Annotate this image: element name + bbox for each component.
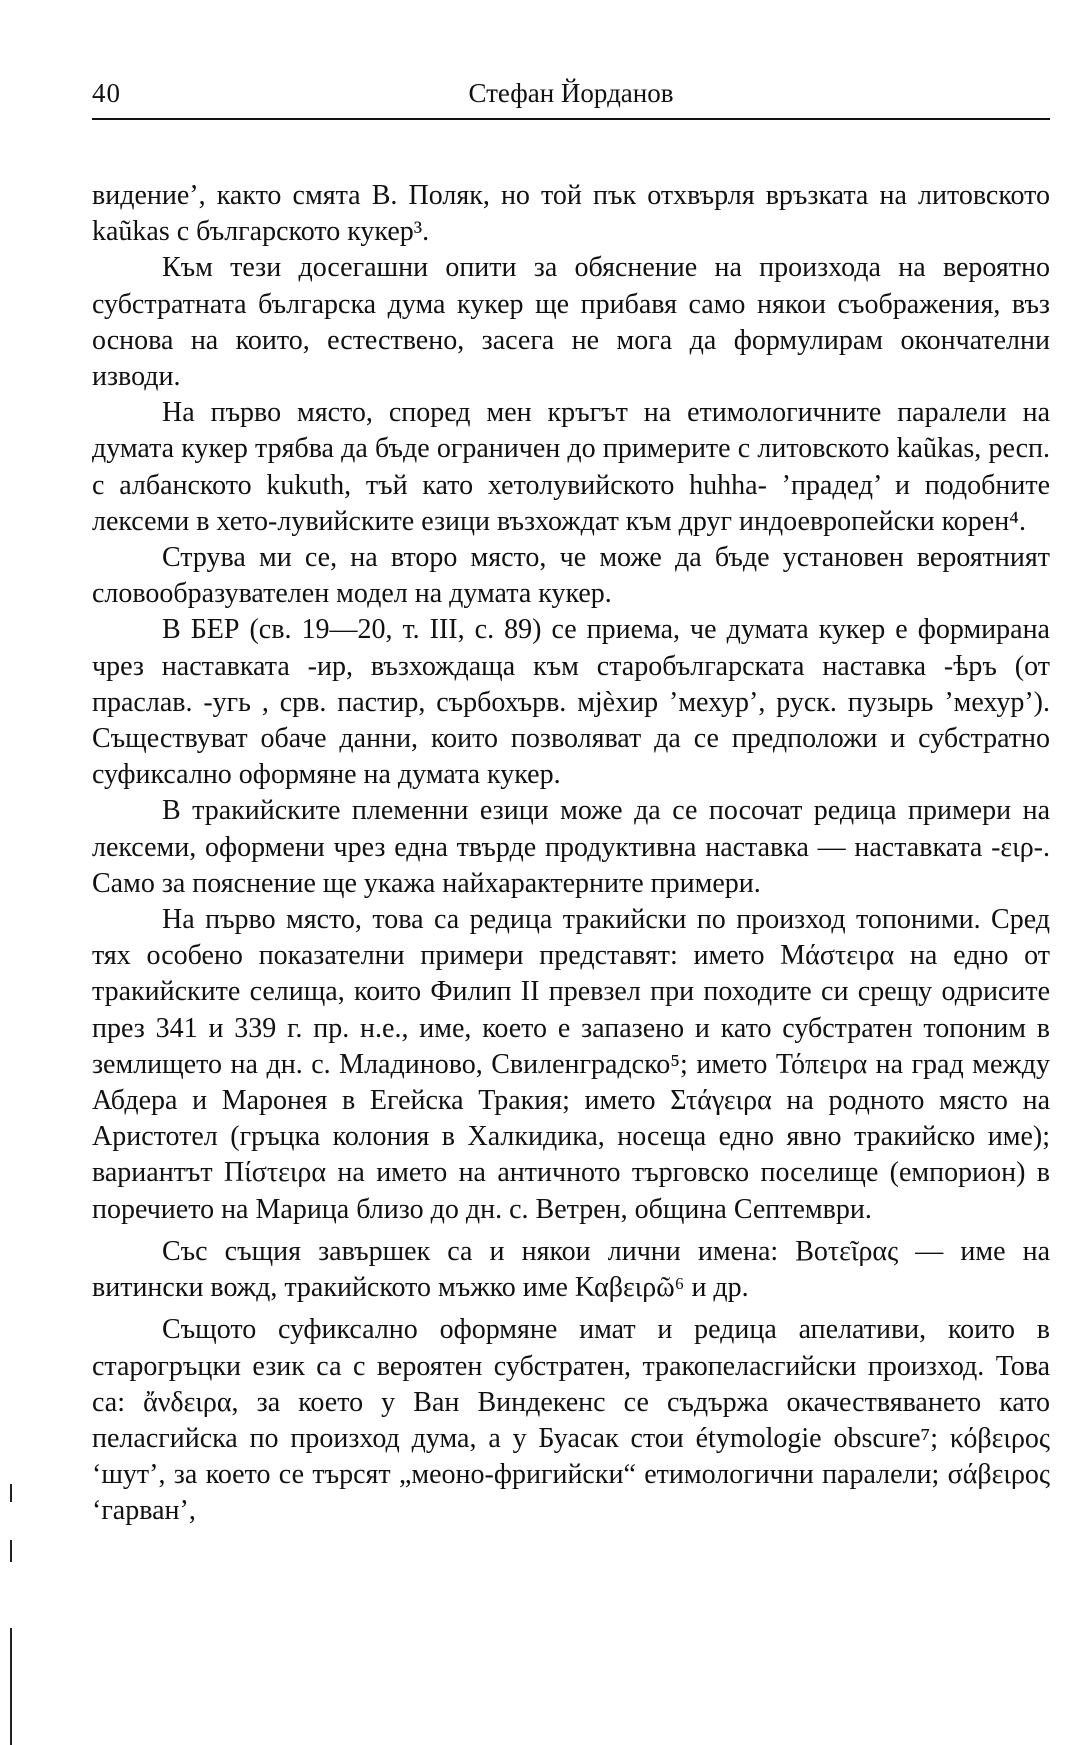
paragraph-5: В БЕР (св. 19—20, т. III, с. 89) се приема, че думата кукер е формирана чрез наставката -ир, възхождаща към старобългарската наставка -ѣръ (от праслав. -угь , срв. пастир, сърбохърв. мјѐхир ’мехур’, руск. пузырь ’мехур’). Съществуват обаче данни, които позволяват да се предположи и субстратно суфиксално оформяне на думата кукер. xyxy=(92,614,1050,791)
paragraph-6: В тракийските племенни езици може да се посочат редица примери на лексеми, оформени чрез една твърде продуктивна наставка — наставката -ειρ-. Само за пояснение ще укажа найхарактерните примери. xyxy=(92,795,1050,899)
paragraph-7: На първо място, това са редица тракийски по произход топоними. Сред тях особено показателни примери представят: името Μάστειρα на едно от тракийските селища, които Филип II превзел при походите си срещу одрисите през 341 и 339 г. пр. н.е., име, което е запазено и като субстратен топоним в землището на дн. с. Младиново, Свиленградско⁵; името Τόπειρα на град между Абдера и Маронея в Егейска Тракия; името Στάγειρα на родното място на Аристотел (гръцка колония в Халкидика, носеща едно явно тракийско име); вариантът Πίστειρα на името на античното търговско поселище (емпорион) в поречието на Марица близо до дн. с. Ветрен, община Септември. xyxy=(92,904,1050,1225)
body-text xyxy=(92,178,1050,1530)
margin-mark xyxy=(10,1628,12,1745)
paragraph-9: Същото суфиксално оформяне имат и редица апелативи, които в старогръцки език са с вероятен субстратен, тракопеласгийски произход. Това са: ἄνδειρα, за което у Ван Виндекенс се съдържа окачествяването като пеласгийска по произход дума, а у Буасак стои étymologie obscure⁷; κόβειρος ‘шут’, за което се търсят „меоно-фригийски“ етимологични паралели; σάβειρος ‘гарван’, xyxy=(92,1314,1050,1527)
running-title: Стефан Йорданов xyxy=(468,78,674,108)
page-number: 40 xyxy=(92,78,121,108)
margin-mark xyxy=(10,1540,12,1562)
paragraph-2: Към тези досегашни опити за обяснение на произхода на вероятно субстратната българска дума кукер ще прибавя само някои съображения, въз основа на които, естествено, засега не мога да формулирам окончателни изводи. xyxy=(92,252,1050,393)
paragraph-1: видение’, както смята В. Поляк, но той пък отхвърля връзката на литовското kaũkas с българското кукер³. xyxy=(92,180,1050,248)
margin-mark xyxy=(10,1484,12,1502)
header-rule xyxy=(92,118,1050,120)
page-header xyxy=(92,78,1050,116)
paragraph-4: Струва ми се, на второ място, че може да бъде установен вероятният словообразувателен модел на думата кукер. xyxy=(92,542,1050,610)
paragraph-3: На първо място, според мен кръгът на етимологичните паралели на думата кукер трябва да бъде ограничен до примерите с литовското kaũkas, респ. с албанското kukuth, тъй като хетолувийското huhha- ’прадед’ и подобните лексеми в хето-лувийските езици възхождат към друг индоевропейски корен⁴. xyxy=(92,397,1050,537)
paragraph-8: Със същия завършек са и някои лични имена: Βοτεῖρας — име на витински вожд, тракийското мъжко име Καβειρῶ⁶ и др. xyxy=(92,1235,1050,1304)
